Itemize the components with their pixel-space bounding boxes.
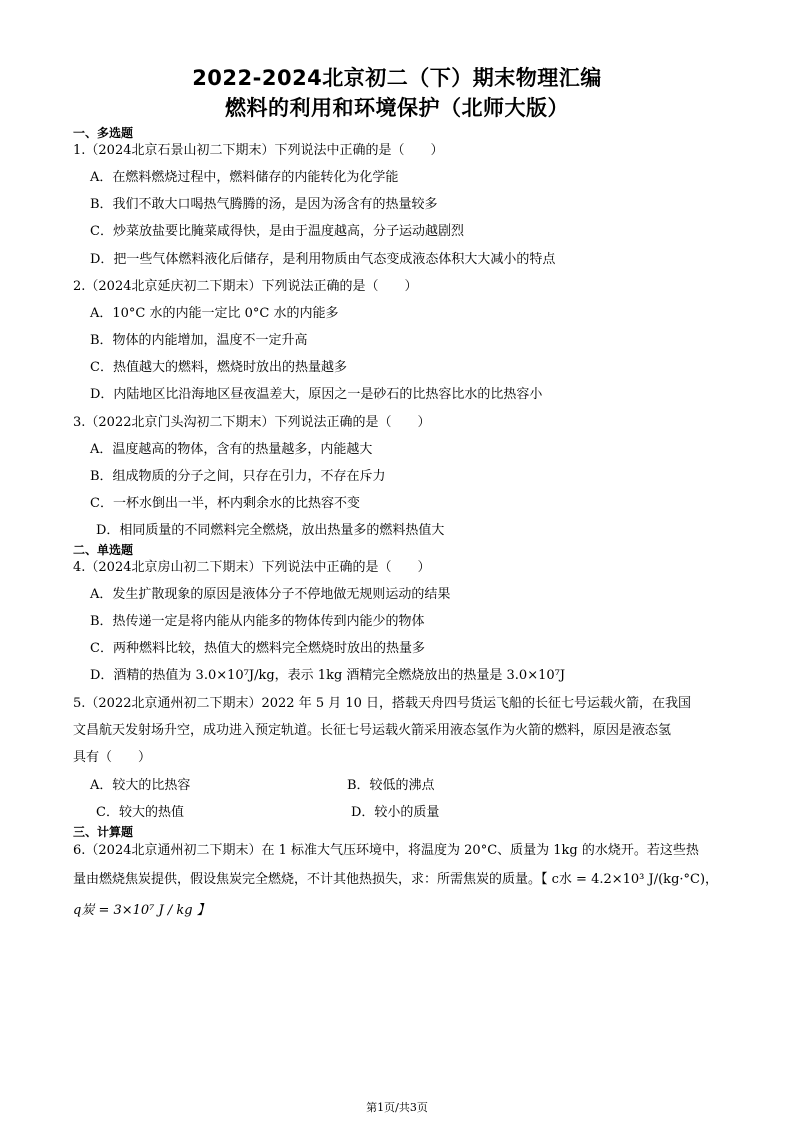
question-5-stem-line3: 具有（ ） <box>73 750 152 765</box>
question-4-option-a: A．发生扩散现象的原因是液体分子不停地做无规则运动的结果 <box>90 587 451 602</box>
question-2-option-c: C．热值越大的燃料，燃烧时放出的热量越多 <box>90 360 347 375</box>
question-5-option-b: B．较低的沸点 <box>347 778 435 793</box>
question-3-option-b: B．组成物质的分子之间，只存在引力，不存在斥力 <box>90 469 386 484</box>
question-5-option-d: D．较小的质量 <box>351 805 440 820</box>
page-number-footer: 第1页/共3页 <box>366 1101 428 1114</box>
doc-title-line2: 燃料的利用和环境保护（北师大版） <box>225 96 569 120</box>
question-2-stem: 2.（2024北京延庆初二下期末）下列说法正确的是（ ） <box>73 279 418 294</box>
question-6-stem-line1: 6.（2024北京通州初二下期末）在 1 标准大气压环境中，将温度为 20°C、质量为 1kg 的水烧开。若这些热 <box>73 843 699 858</box>
question-5-option-a: A．较大的比热容 <box>90 778 191 793</box>
question-2-option-d: D．内陆地区比沿海地区昼夜温差大，原因之一是砂石的比热容比水的比热容小 <box>90 387 543 402</box>
question-1-option-c: C．炒菜放盐要比腌菜咸得快，是由于温度越高，分子运动越剧烈 <box>90 224 464 239</box>
question-3-option-d: D．相同质量的不同燃料完全燃烧，放出热量多的燃料热值大 <box>96 523 445 538</box>
question-1-option-a: A．在燃料燃烧过程中，燃料储存的内能转化为化学能 <box>90 170 399 185</box>
doc-title-line1: 2022-2024北京初二（下）期末物理汇编 <box>192 66 602 90</box>
question-1-option-d: D．把一些气体燃料液化后储存，是利用物质由气态变成液态体积大大减小的特点 <box>90 252 556 267</box>
question-1-stem: 1.（2024北京石景山初二下期末）下列说法中正确的是（ ） <box>73 143 444 158</box>
question-2-option-a: A．10°C 水的内能一定比 0°C 水的内能多 <box>90 306 339 321</box>
question-3-stem: 3.（2022北京门头沟初二下期末）下列说法正确的是（ ） <box>73 415 431 430</box>
question-6-stem-line3: q炭 = 3×10⁷ J / kg 】 <box>73 903 210 918</box>
question-4-option-c: C．两种燃料比较，热值大的燃料完全燃烧时放出的热量多 <box>90 641 425 656</box>
question-6-stem-line2: 量由燃烧焦炭提供，假设焦炭完全燃烧，不计其他热损失，求：所需焦炭的质量。【 c水 = 4.2×10³ J/(kg·°C)， <box>73 872 719 887</box>
question-1-option-b: B．我们不敢大口喝热气腾腾的汤，是因为汤含有的热量较多 <box>90 197 438 212</box>
question-4-option-d: D．酒精的热值为 3.0×10⁷J/kg，表示 1kg 酒精完全燃烧放出的热量是 3.0×10⁷J <box>90 668 566 683</box>
question-4-stem: 4.（2024北京房山初二下期末）下列说法中正确的是（ ） <box>73 560 431 575</box>
question-2-option-b: B．物体的内能增加，温度不一定升高 <box>90 333 308 348</box>
section-heading-multi-choice: 一、多选题 <box>73 126 134 140</box>
question-3-option-a: A．温度越高的物体，含有的热量越多，内能越大 <box>90 442 373 457</box>
section-heading-single-choice: 二、单选题 <box>73 543 134 557</box>
question-5-option-c: C．较大的热值 <box>96 805 184 820</box>
question-4-option-b: B．热传递一定是将内能从内能多的物体传到内能少的物体 <box>90 614 425 629</box>
question-3-option-c: C．一杯水倒出一半，杯内剩余水的比热容不变 <box>90 496 360 511</box>
question-5-stem-line1: 5.（2022北京通州初二下期末）2022 年 5 月 10 日，搭载天舟四号货运飞船的长征七号运载火箭，在我国 <box>73 696 692 711</box>
section-heading-calculation: 三、计算题 <box>73 825 134 839</box>
question-5-stem-line2: 文昌航天发射场升空，成功进入预定轨道。长征七号运载火箭采用液态氢作为火箭的燃料，原因是液态氢 <box>73 723 672 738</box>
